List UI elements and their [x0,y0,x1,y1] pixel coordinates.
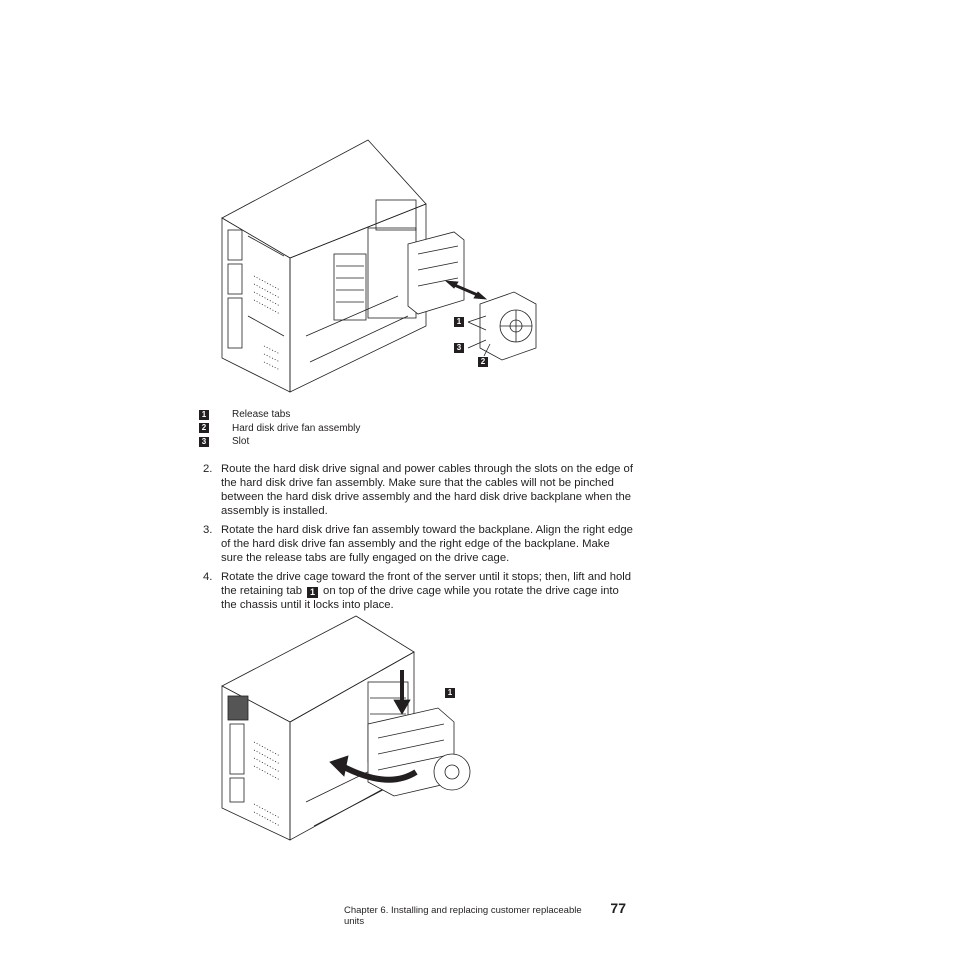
legend-item [199,435,619,449]
chapter-title: Chapter 6. Installing and replacing customer replaceable units [344,905,582,927]
step-number: 2. [203,463,213,475]
legend-text: Release tabs [232,409,291,421]
step-item [203,462,633,518]
inline-callout: 1 [307,587,318,598]
step-number: 4. [203,571,213,583]
callout-retaining-tab: 1 [445,688,455,698]
callout-fan-assembly: 2 [478,357,488,367]
page-number: 77 [610,900,626,916]
step-text: Rotate the hard disk drive fan assembly toward the backplane. Align the right edge of the hard disk drive fan assembly and the right edge of the backplane. Make sure the release tabs are fully engaged on the drive cage. [221,524,633,564]
step-item [203,523,633,565]
legend-callout: 3 [199,437,209,447]
legend-text: Hard disk drive fan assembly [232,422,361,434]
legend-item [199,422,619,436]
step-text-before: Rotate the drive cage toward the front of the server until it stops; then, lift and hold the retaining tab [221,571,632,597]
callout-release-tabs: 1 [454,317,464,327]
step-item [203,570,633,612]
step-text-after: on top of the drive cage while you rotate the drive cage into the chassis until it locks into place. [221,585,619,611]
step-number: 3. [203,524,213,536]
legend-item [199,408,619,422]
legend-callout: 2 [199,423,209,433]
callout-slot: 3 [454,343,464,353]
server-illustration-2 [218,612,488,844]
legend-callout: 1 [199,410,209,420]
figure-fan-assembly-install [218,136,636,398]
legend-text: Slot [232,436,250,448]
server-illustration-1 [218,136,636,398]
page-footer [344,900,626,927]
figure-legend [199,408,619,449]
step-text [221,570,633,612]
figure-drive-cage-rotate [218,612,488,844]
procedure-steps [203,462,633,617]
step-text: Route the hard disk drive signal and power cables through the slots on the edge of the hard disk drive fan assembly. Make sure that the cables will not be pinched between the hard disk drive assembly and the hard disk drive backplane when the assembly is installed. [221,463,633,517]
